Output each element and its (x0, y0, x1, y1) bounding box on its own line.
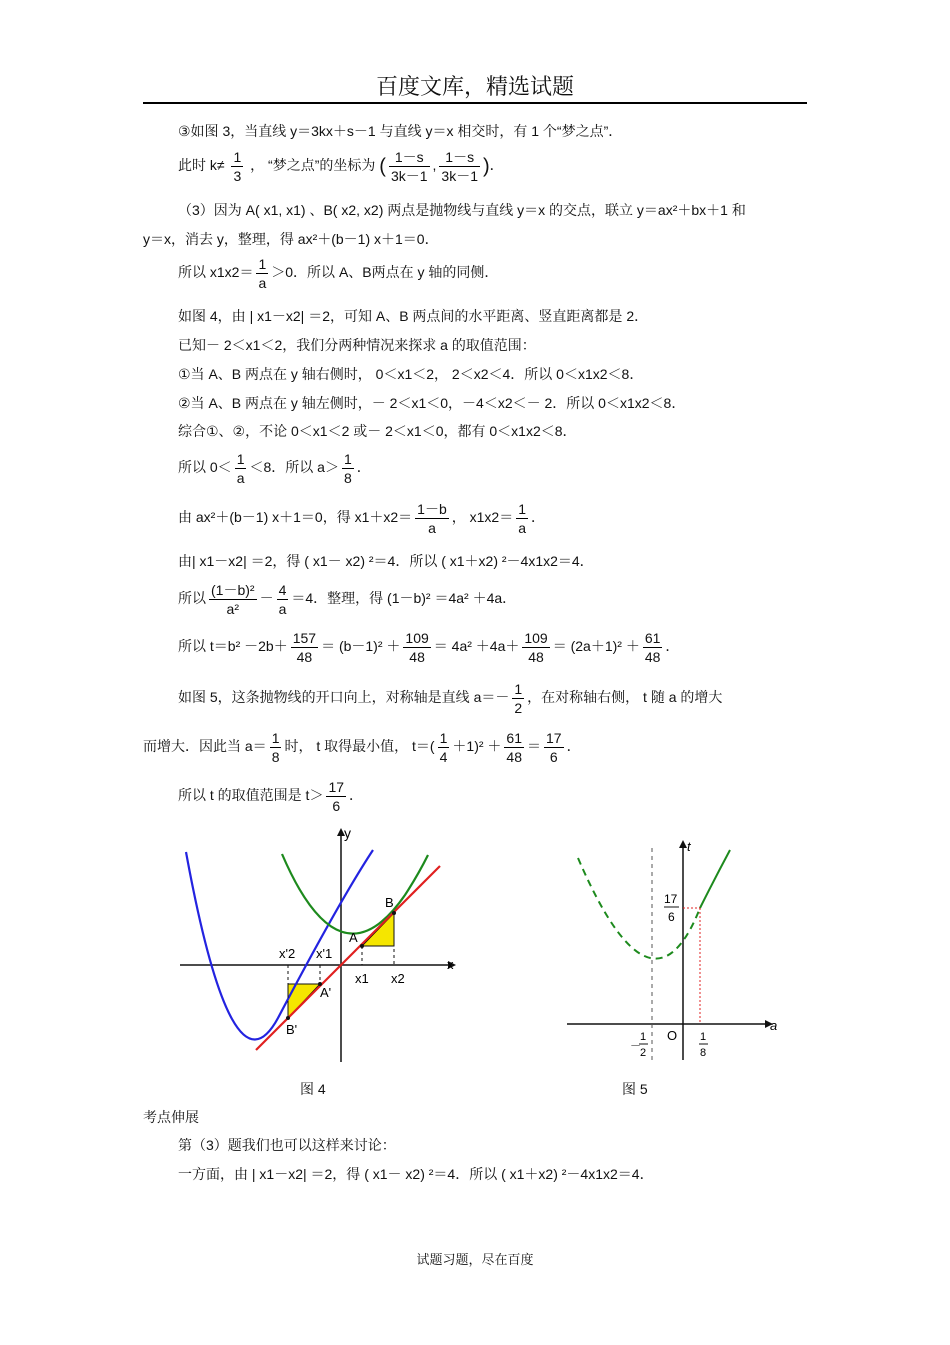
figure-5 (560, 835, 785, 1065)
text-line-8: ①当 A、B 两点在 y 轴右侧时， 0＜x1＜2， 2＜x2＜4．所以 0＜x1x2＜8． (178, 366, 644, 382)
label-17: 17 (664, 892, 678, 906)
label-x2: x2 (391, 971, 405, 986)
label-half-d: 2 (640, 1047, 647, 1059)
extension-title: 考点伸展 (143, 1109, 199, 1125)
header-rule (143, 102, 807, 104)
text-line-5: 所以 x1x2＝ $\frac{1}{a}$ ＞0．所以 A、B两点在 y 轴的同侧． (178, 256, 499, 291)
text-line-3: （3）因为 A( x1, x1) 、B( x2, x2) 两点是抛物线与直线 y＝x 的交点，联立 y＝ax²＋bx＋1 和 (178, 202, 746, 218)
label-B: B (385, 895, 394, 910)
label-neg-sign: － (630, 1040, 641, 1052)
text-line-10: 综合①、②，不论 0＜x1＜2 或－ 2＜x1＜0，都有 0＜x1x2＜8． (178, 423, 577, 439)
green-parabola (282, 854, 428, 934)
text-line-12: 由 ax²＋(b－1) x＋1＝0，得 x1＋x2＝ $\frac{1-b}{a}$ ， x1x2＝ $\frac{1}{a}$ ． (178, 501, 546, 536)
text-line-16: 如图 5，这条抛物线的开口向上，对称轴是直线 a＝－ $\frac{1}{2}$ ，在对称轴右侧， t 随 a 的增大 (178, 681, 723, 716)
text-line-7: 已知－ 2＜x1＜2，我们分两种情况来探求 a 的取值范围： (178, 337, 536, 353)
text-line-11: 所以 0＜ $\frac{1}{a}$ ＜8．所以 a＞ $\frac{1}{8}$ ． (178, 451, 371, 486)
text-line-1: ③如图 3，当直线 y＝3kx＋s－1 与直线 y＝x 相交时，有 1 个“梦之点”． (178, 123, 623, 139)
label-y: y (344, 825, 351, 841)
label-eighth-n: 1 (700, 1031, 707, 1043)
text-line-14: 所以 $\frac{\text{(1－b)²}}{\text{a²}}$ － $\frac{4}{a}$ ＝4．整理，得 (1－b)² ＝4a² ＋4a． (178, 582, 517, 617)
label-6: 6 (668, 910, 675, 924)
text-line-13: 由| x1－x2| ＝2，得 ( x1－ x2) ²＝4．所以 ( x1＋x2) ²－4x1x2＝4． (178, 553, 594, 569)
text-line-6: 如图 4，由 | x1－x2| ＝2，可知 A、B 两点间的水平距离、竖直距离都是 2． (178, 308, 649, 324)
t-axis-arrow (679, 840, 687, 848)
blue-parabola (186, 850, 373, 1040)
extension-line-2: 一方面，由 | x1－x2| ＝2，得 ( x1－ x2) ²＝4．所以 ( x1＋x2) ²－4x1x2＝4． (178, 1166, 654, 1182)
label-B-prime: B' (286, 1022, 298, 1037)
figure-4 (175, 825, 460, 1065)
page-header-title: 百度文库，精选试题 (375, 75, 574, 100)
text-line-15: 所以 t＝b² －2b＋ $\frac{157}{48}$ ＝ (b－1)² ＋ $\frac{109}{48}$ ＝ 4a² ＋4a＋ $\frac{109}{48}$ ＝ (2a＋1)² ＋ $\frac{61}{48}$ ． (178, 630, 680, 665)
label-x: x (447, 957, 454, 972)
label-O: O (667, 1028, 678, 1043)
figure-4-caption: 图 4 (300, 1081, 326, 1097)
parabola-solid (700, 850, 730, 908)
label-a: a (770, 1018, 778, 1033)
label-eighth-d: 8 (700, 1047, 707, 1059)
label-t: t (687, 839, 691, 854)
text-line-2: 此时 k≠ $\frac{1}{3}$ ， “梦之点”的坐标为 ( $\frac{1-s}{3k-1}$ , $\frac{1-s}{3k-1}$ )． (178, 149, 504, 184)
parabola-dashed (578, 858, 700, 959)
label-A-prime: A' (320, 985, 332, 1000)
extension-line-1: 第（3）题我们也可以这样来讨论： (178, 1137, 396, 1153)
label-x2-prime: x'2 (279, 946, 296, 961)
text-line-9: ②当 A、B 两点在 y 轴左侧时，－ 2＜x1＜0，－4＜x2＜－ 2．所以 0＜x1x2＜8． (178, 395, 686, 411)
figure-5-caption: 图 5 (622, 1081, 648, 1097)
text-line-17: 而增大．因此当 a＝ $\frac{1}{8}$ 时， t 取得最小值， t＝( $\frac{1}{4}$ ＋1)² ＋ $\frac{61}{48}$ ＝ $\frac{17}{6}$ ． (143, 730, 581, 765)
text-line-4: y＝x，消去 y，整理，得 ax²＋(b－1) x＋1＝0． (143, 231, 439, 247)
label-x1: x1 (355, 971, 369, 986)
label-x1-prime: x'1 (316, 946, 333, 961)
text-line-18: 所以 t 的取值范围是 t＞ $\frac{17}{6}$ ． (178, 779, 364, 814)
label-half-n: 1 (640, 1031, 647, 1043)
page-footer: 试题习题，尽在百度 (416, 1252, 534, 1267)
label-A: A (349, 930, 358, 945)
